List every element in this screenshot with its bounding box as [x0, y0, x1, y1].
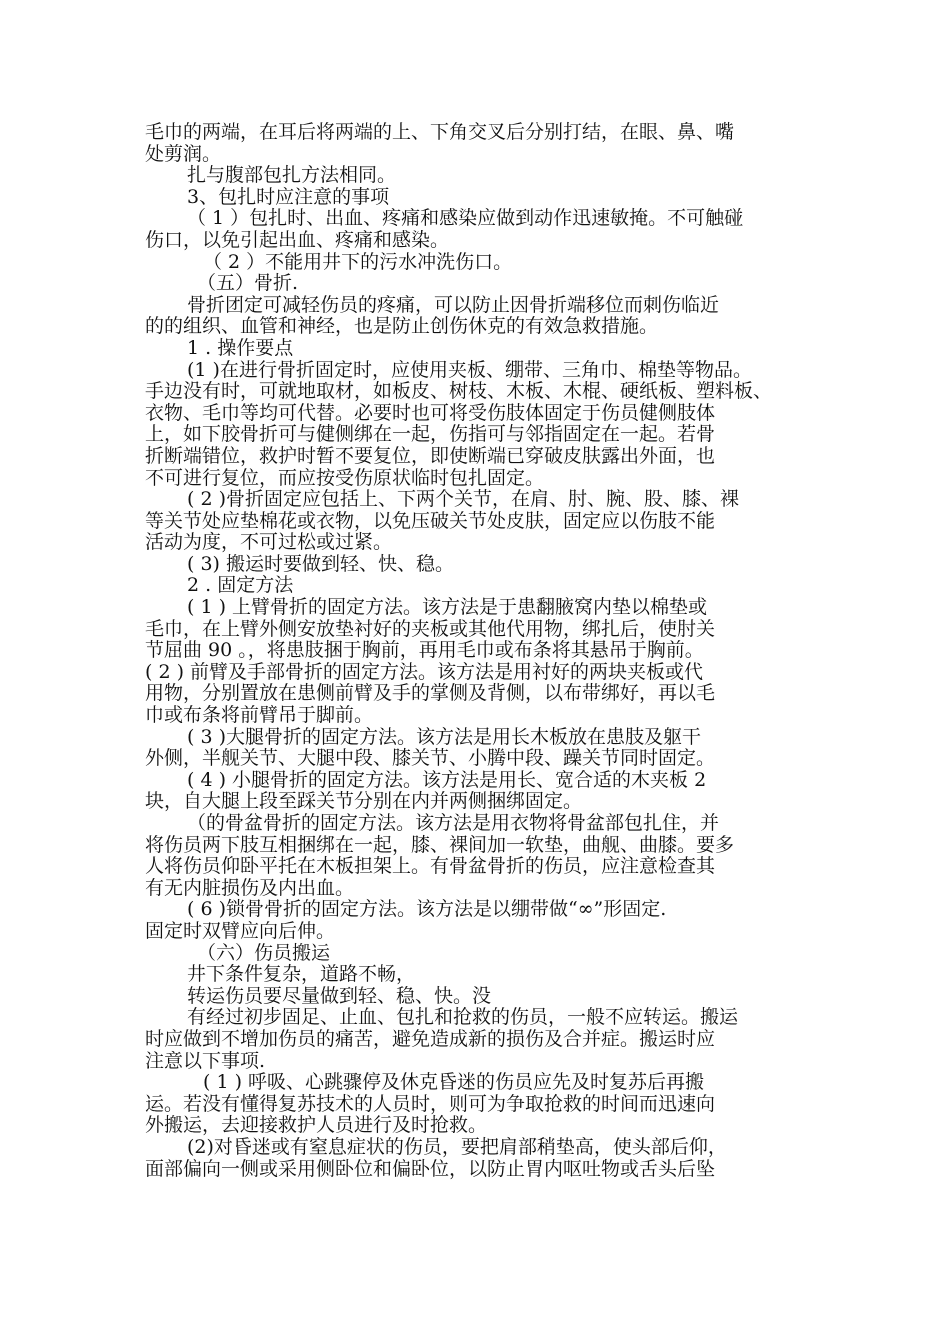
text-line: 毛巾，在上臂外侧安放垫衬好的夹板或其他代用物，绑扎后，使肘关 [145, 617, 716, 640]
text-line: 的的组织、血管和神经，也是防止创伤休克的有效急救措施。 [145, 315, 659, 338]
text-line: 处剪润。 [145, 142, 222, 165]
text-line: 3、包扎时应注意的事项 [187, 185, 390, 208]
text-line: 转运伤员要尽量做到轻、稳、快。没 [187, 984, 492, 1007]
text-line: 1 . 操作要点 [187, 336, 294, 359]
text-line: 将伤员两下肢互相捆绑在一起，膝、裸间加一软垫，曲舰、曲膝。要多 [145, 833, 735, 856]
text-line: （六）伤员搬运 [197, 941, 331, 964]
text-line: 有无内脏损伤及内出血。 [145, 876, 355, 899]
text-line: ( 1 ) 呼吸、心跳骤停及休克昏迷的伤员应先及时复苏后再搬 [203, 1071, 705, 1094]
text-line: 骨折团定可减轻伤员的疼痛，可以防止因骨折端移位而刺伤临近 [187, 293, 720, 316]
text-line: ( 2 )骨折固定应包括上、下两个关节，在肩、肘、腕、股、膝、裸 [187, 488, 739, 511]
text-line: 2 . 固定方法 [187, 574, 294, 597]
text-line: （ 1 ）包扎时、出血、疼痛和感染应做到动作迅速敏掩。不可触碰 [187, 207, 744, 230]
text-line: 面部偏向一侧或采用侧卧位和偏卧位，以防止胃内呕吐物或舌头后坠 [145, 1157, 716, 1180]
text-line: 不可进行复位，而应按受伤原状临时包扎固定。 [145, 466, 545, 489]
text-line: 毛巾的两端，在耳后将两端的上、下角交叉后分别打结，在眼、鼻、嘴 [145, 121, 735, 143]
text-line: ( 6 )锁骨骨折的固定方法。该方法是以绷带做“∞”形固定. [187, 898, 667, 921]
text-line: （ 2 ）不能用井下的污水冲洗伤口。 [203, 250, 513, 273]
text-line: 衣物、毛巾等均可代替。必要时也可将受伤肢体固定于伤员健侧肢体 [145, 401, 716, 424]
text-line: 节屈曲 90 。，将患肢捆于胸前，再用毛巾或布条将其悬吊于胸前。 [145, 639, 704, 662]
text-line: 等关节处应垫棉花或衣物，以免压破关节处皮肤，固定应以伤肢不能 [145, 509, 716, 532]
text-line: 巾或布条将前臂吊于脚前。 [145, 704, 374, 727]
text-line: 井下条件复杂，道路不畅， [187, 963, 416, 986]
document-body [145, 122, 810, 1180]
text-line: 时应做到不增加伤员的痛苦，避免造成新的损伤及合并症。搬运时应 [145, 1027, 716, 1050]
text-line: 运。若没有懂得复苏技术的人员时，则可为争取抢救的时间而迅速向 [145, 1092, 716, 1115]
text-line: 手边没有时，可就地取材，如板皮、树枝、木板、木棍、硬纸板、塑料板、 [145, 380, 773, 403]
text-line: （的骨盆骨折的固定方法。该方法是用衣物将骨盆部包扎住，并 [187, 812, 720, 834]
text-line: ( 2 ) 前臂及手部骨折的固定方法。该方法是用衬好的两块夹板或代 [145, 660, 704, 683]
text-line: ( 3 )大腿骨折的固定方法。该方法是用长木板放在患肢及躯干 [187, 725, 701, 748]
text-line: 注意以下事项. [145, 1049, 266, 1072]
text-line: ( 1 ) 上臂骨折的固定方法。该方法是于患翻腋窝内垫以棉垫或 [187, 596, 708, 619]
text-line: 有经过初步固足、止血、包扎和抢救的伤员，一般不应转运。搬运 [187, 1006, 739, 1029]
text-line: 固定时双臂应向后伸。 [145, 919, 336, 942]
text-line: 人将伤员仰卧平托在木板担架上。有骨盆骨折的伤员，应注意检查其 [145, 855, 716, 878]
text-line: 外侧，半舰关节、大腿中段、膝关节、小腾中段、躁关节同时固定。 [145, 747, 716, 770]
text-line: ( 4 ) 小腿骨折的固定方法。该方法是用长、宽合适的木夹板 2 [187, 768, 707, 791]
text-line: (1 )在进行骨折固定时，应使用夹板、绷带、三角巾、棉垫等物品。 [187, 358, 752, 381]
text-line: 上，如下胶骨折可与健侧绑在一起，伤指可与邻指固定在一起。若骨 [145, 423, 716, 446]
text-line: 用物，分别置放在患侧前臂及手的掌侧及背侧，以布带绑好，再以毛 [145, 682, 716, 705]
text-line: 折断端错位，救护时暂不要复位，即使断端已穿破皮肤露出外面，也 [145, 444, 716, 467]
text-line: 伤口，以免引起出血、疼痛和感染。 [145, 228, 450, 251]
text-line: 扎与腹部包扎方法相同。 [187, 164, 397, 187]
text-line: 块，自大腿上段至踩关节分别在内并两侧捆绑固定。 [145, 790, 583, 813]
text-line: ( 3) 搬运时要做到轻、快、稳。 [187, 552, 454, 575]
text-line: (2)对昏迷或有窒息症状的伤员，要把肩部稍垫高，使头部后仰， [187, 1135, 727, 1158]
text-line: 外搬运，去迎接救护人员进行及时抢救。 [145, 1114, 488, 1137]
text-line: 活动为度，不可过松或过紧。 [145, 531, 393, 554]
text-line: （五）骨折. [197, 272, 299, 295]
